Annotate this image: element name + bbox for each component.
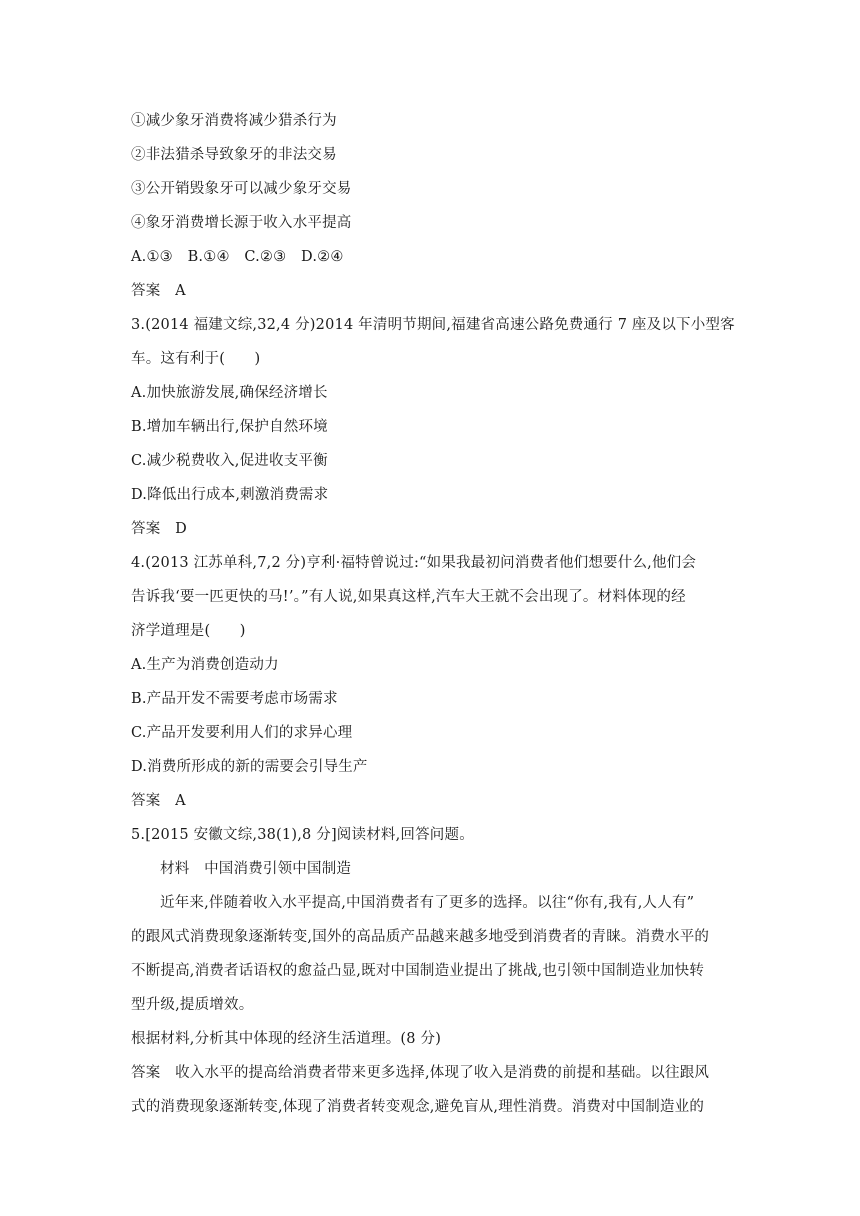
q3-stem-line2: 车。这有利于( ) — [131, 351, 261, 367]
q5-material-para-line3: 不断提高,消费者话语权的愈益凸显,既对中国制造业提出了挑战,也引领中国制造业加快转 — [131, 963, 705, 979]
q3-option-b: B.增加车辆出行,保护自然环境 — [131, 419, 328, 435]
q3-option-d: D.降低出行成本,刺激消费需求 — [131, 487, 329, 503]
q5-answer-line2: 式的消费现象逐渐转变,体现了消费者转变观念,避免盲从,理性消费。消费对中国制造业的 — [131, 1099, 705, 1115]
q3-option-a: A.加快旅游发展,确保经济增长 — [131, 385, 328, 401]
q2-option-3: ③公开销毁象牙可以减少象牙交易 — [131, 181, 352, 197]
q2-option-4: ④象牙消费增长源于收入水平提高 — [131, 215, 352, 231]
q4-stem-line3: 济学道理是( ) — [131, 623, 246, 639]
q2-answer: 答案 A — [131, 283, 186, 299]
q4-option-b: B.产品开发不需要考虑市场需求 — [131, 691, 338, 707]
q2-option-2: ②非法猎杀导致象牙的非法交易 — [131, 147, 337, 163]
q2-option-1: ①减少象牙消费将减少猎杀行为 — [131, 113, 337, 129]
q5-material-title: 材料 中国消费引领中国制造 — [160, 861, 352, 877]
q5-answer-line1: 答案 收入水平的提高给消费者带来更多选择,体现了收入是消费的前提和基础。以往跟风 — [131, 1065, 710, 1081]
q5-material-para-line1: 近年来,伴随着收入水平提高,中国消费者有了更多的选择。以往“你有,我有,人人有” — [160, 895, 695, 911]
q3-answer: 答案 D — [131, 521, 187, 537]
q2-choices: A.①③ B.①④ C.②③ D.②④ — [131, 249, 344, 265]
q5-question: 根据材料,分析其中体现的经济生活道理。(8 分) — [131, 1031, 442, 1047]
q4-option-c: C.产品开发要利用人们的求异心理 — [131, 725, 353, 741]
q4-stem-line1: 4.(2013 江苏单科,7,2 分)亨利·福特曾说过:“如果我最初问消费者他们想要什么,他们会 — [131, 555, 697, 571]
q4-stem-line2: 告诉我‘要一匹更快的马!’。”有人说,如果真这样,汽车大王就不会出现了。材料体现的经 — [131, 589, 686, 605]
q5-material-para-line4: 型升级,提质增效。 — [131, 997, 254, 1013]
q4-answer: 答案 A — [131, 793, 186, 809]
q3-option-c: C.减少税费收入,促进收支平衡 — [131, 453, 328, 469]
q5-stem: 5.[2015 安徽文综,38(1),8 分]阅读材料,回答问题。 — [131, 827, 474, 843]
q5-material-para-line2: 的跟风式消费现象逐渐转变,国外的高品质产品越来越多地受到消费者的青睐。消费水平的 — [131, 929, 710, 945]
q4-option-a: A.生产为消费创造动力 — [131, 657, 279, 673]
q4-option-d: D.消费所形成的新的需要会引导生产 — [131, 759, 368, 775]
q3-stem-line1: 3.(2014 福建文综,32,4 分)2014 年清明节期间,福建省高速公路免费通行 7 座及以下小型客 — [131, 317, 735, 333]
